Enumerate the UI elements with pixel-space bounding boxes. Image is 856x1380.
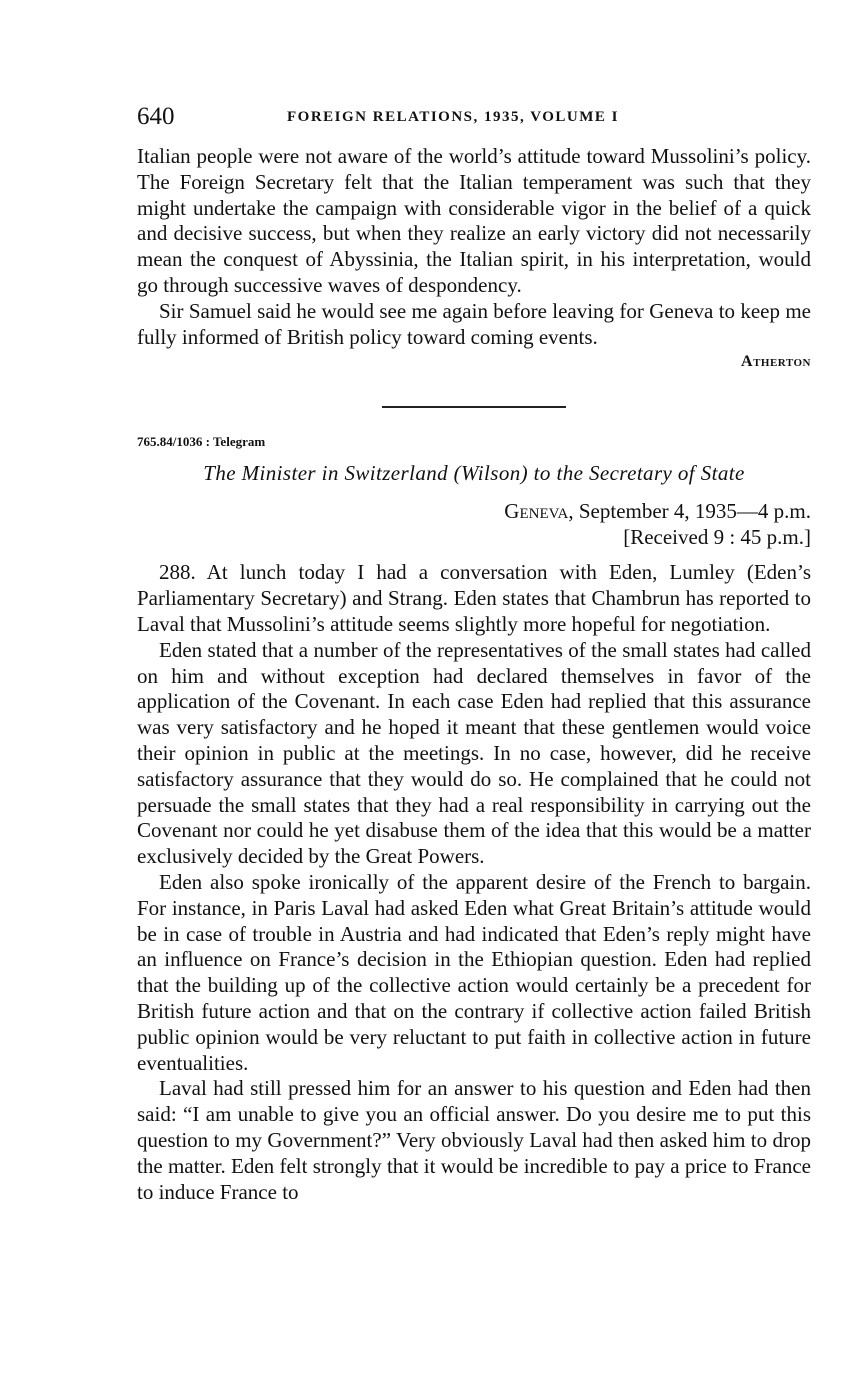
body-paragraph: Italian people were not aware of the world’s attitude toward Mussolini’s policy. The Foreign Secretary felt that the Italian temperament was such that they might undertake the campaign with considerable vigor in the belief of a quick and decisive success, but when they realize an early victory did not necessarily mean the conquest of Abyssinia, the Italian spirit, in his interpretation, would go through successive waves of despondency. bbox=[137, 144, 811, 297]
body-paragraph: Eden also spoke ironically of the apparent desire of the French to bargain. For instance, in Paris Laval had asked Eden what Great Britain’s attitude would be in case of trouble in Austria and had indicated that Eden’s reply might have an influence on France’s decision in the Ethiopian question. Eden had replied that the building up of the collective action would certainly be a precedent for British future action and that on the contrary if collective action failed British public opinion would be very reluctant to put faith in collective action in future eventualities. bbox=[137, 869, 811, 1075]
body-paragraph: Sir Samuel said he would see me again before leaving for Geneva to keep me fully informed of British policy toward coming events. bbox=[137, 298, 811, 349]
received-note: [Received 9 : 45 p.m.] bbox=[623, 525, 811, 550]
body-paragraph: Laval had still pressed him for an answer to his question and Eden had then said: “I am unable to give you an official answer. Do you desire me to put this question to my Government?” Very obviously Laval had then asked him to drop the matter. Eden felt strongly that it would be incredible to pay a price to France to induce France to bbox=[137, 1076, 811, 1204]
dateline-date: September 4, 1935—4 p.m. bbox=[578, 499, 811, 524]
telegram-document bbox=[137, 432, 811, 1205]
page-number: 640 bbox=[137, 103, 175, 130]
file-reference: 765.84/1036 : Telegram bbox=[137, 434, 266, 450]
body-paragraph: 288. At lunch today I had a conversation with Eden, Lumley (Eden’s Parliamentary Secretary) and Strang. Eden states that Chambrun has reported to Laval that Mussolini’s attitude seems slightly more hopeful for negotiation. bbox=[137, 560, 811, 636]
document-page bbox=[137, 100, 811, 1205]
running-title: FOREIGN RELATIONS, 1935, VOLUME I bbox=[287, 109, 620, 125]
dateline bbox=[137, 498, 811, 524]
running-header bbox=[137, 100, 811, 134]
section-divider bbox=[382, 406, 566, 408]
document-title: The Minister in Switzerland (Wilson) to the Secretary of State bbox=[203, 461, 745, 486]
dateline-place: Geneva, bbox=[504, 499, 574, 524]
continued-section bbox=[137, 144, 811, 374]
body-paragraph: Eden stated that a number of the representatives of the small states had called on him and without exception had declared themselves in favor of the application of the Covenant. In each case Eden had replied that this assurance was very satisfactory and he hoped it meant that these gentlemen would voice their opinion in public at the meetings. In no case, however, did he receive satisfactory assurance that they would do so. He complained that he could not persuade the small states that they had a real responsibility in carrying out the Covenant nor could he yet disabuse them of the idea that this would be a matter exclusively decided by the Great Powers. bbox=[137, 637, 811, 869]
signature: Atherton bbox=[741, 353, 811, 371]
